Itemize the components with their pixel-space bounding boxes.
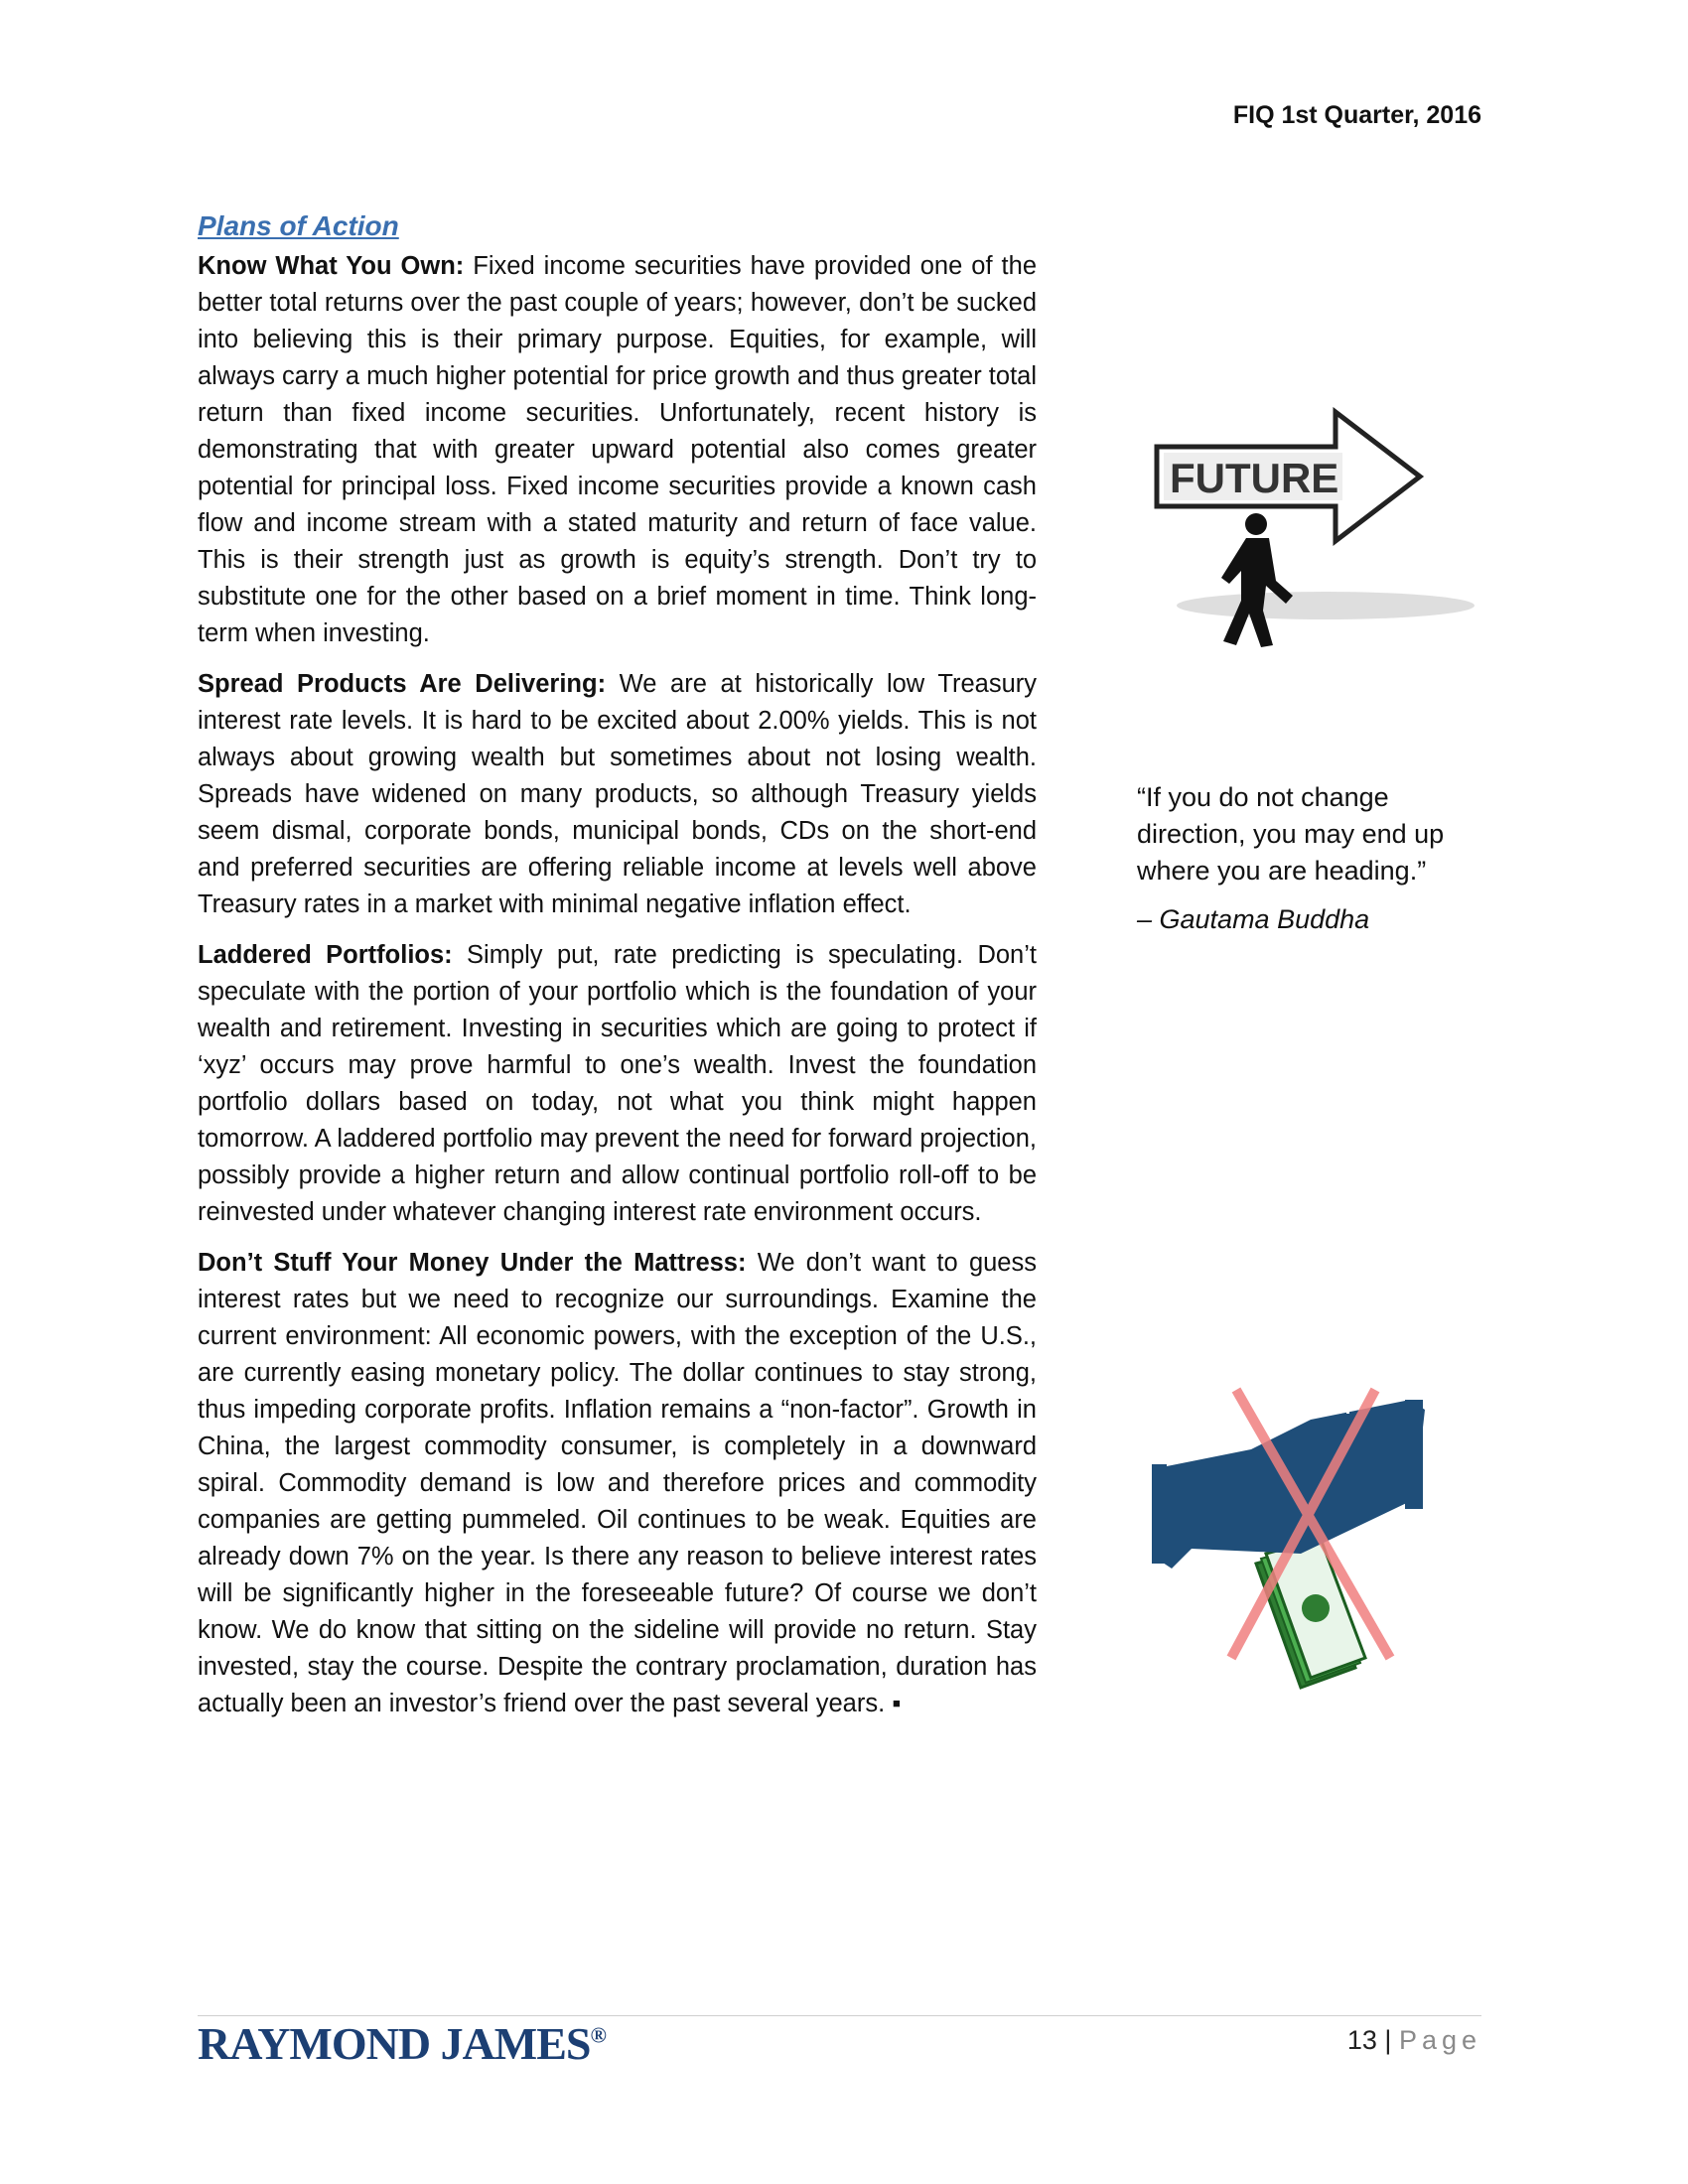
page-number (1347, 2025, 1481, 2056)
future-sign-illustration (1152, 407, 1479, 655)
section-title: Plans of Action (198, 210, 399, 241)
paragraph-lead: Spread Products Are Delivering: (198, 670, 607, 699)
paragraph-laddered-portfolios (198, 937, 1037, 1231)
paragraph-know-what-you-own (198, 248, 1037, 652)
paragraph-text: We don’t want to guess interest rates but we need to recognize our surroundings. Examine the current environment: All economic powers, with the exception of the U.S., are currently easing monetary policy. The dollar continues to stay strong, thus impeding corporate profits. Inflation remains a “non-factor”. Growth in China, the largest commodity consumer, is completely in a downward spiral. Commodity demand is low and therefore prices and commodity companies are getting pummeled. Oil continues to be weak. Equities are already down 7% on the year. Is there any reason to believe interest rates will be significantly higher in the foreseeable future? Of course we don’t know. We do know that sitting on the sideline will provide no return. Stay invested, stay the course. Despite the contrary proclamation, duration has actually been an investor’s friend over the past several years. ▪ (198, 1249, 1037, 1718)
quote-block (1137, 779, 1475, 938)
raymond-james-logo (198, 2017, 606, 2070)
quote-text: “If you do not change direction, you may end up where you are heading.” (1137, 782, 1445, 886)
paragraph-text: Simply put, rate predicting is speculating. Don’t speculate with the portion of your portfolio which is the foundation of your wealth and retirement. Investing in securities which are going to protect if ‘xyz’ occurs may prove harmful to one’s wealth. Invest the foundation portfolio dollars based on today, not what you think might happen tomorrow. A laddered portfolio may prevent the need for forward projection, possibly provide a higher return and allow continual portfolio roll-off to be reinvested under whatever changing interest rate environment occurs. (198, 941, 1037, 1227)
paragraph-mattress (198, 1245, 1037, 1722)
paragraph-text: Fixed income securities have provided one of the better total returns over the past couple of years; however, don’t be sucked into believing this is their primary purpose. Equities, for example, will always carry a much higher potential for price growth and thus greater total return than fixed income securities. Unfortunately, recent history is demonstrating that with greater upward potential also comes greater potential for principal loss. Fixed income securities provide a known cash flow and income stream with a stated maturity and return of face value. This is their strength just as growth is equity’s strength. Don’t try to substitute one for the other based on a brief moment in time. Think long-term when investing. (198, 252, 1037, 648)
page-number-value: 13 (1346, 2025, 1377, 2055)
money-stack-icon (1256, 1539, 1365, 1688)
quote-attribution: – Gautama Buddha (1137, 904, 1370, 934)
logo-text: RAYMOND JAMES (198, 2018, 591, 2069)
walking-person-icon (1221, 513, 1293, 647)
registered-mark: ® (590, 2022, 606, 2048)
main-column (198, 208, 1037, 1736)
paragraph-lead: Know What You Own: (198, 252, 465, 281)
paragraph-lead: Laddered Portfolios: (198, 941, 453, 970)
mattress-money-illustration (1152, 1380, 1450, 1717)
paragraph-spread-products (198, 666, 1037, 923)
page-separator: | (1376, 2025, 1399, 2055)
future-label: FUTURE (1170, 455, 1339, 501)
page-label: Page (1398, 2025, 1481, 2055)
document-header: FIQ 1st Quarter, 2016 (1232, 101, 1481, 129)
paragraph-text: We are at historically low Treasury interest rate levels. It is hard to be excited about 2.00% yields. This is not always about growing wealth but sometimes about not losing wealth. Spreads have widened on many products, so although Treasury yields seem dismal, corporate bonds, municipal bonds, CDs on the short-end and preferred securities are offering reliable income at levels well above Treasury rates in a market with minimal negative inflation effect. (198, 670, 1037, 919)
paragraph-lead: Don’t Stuff Your Money Under the Mattress: (198, 1249, 747, 1278)
footer-divider (198, 2015, 1481, 2016)
